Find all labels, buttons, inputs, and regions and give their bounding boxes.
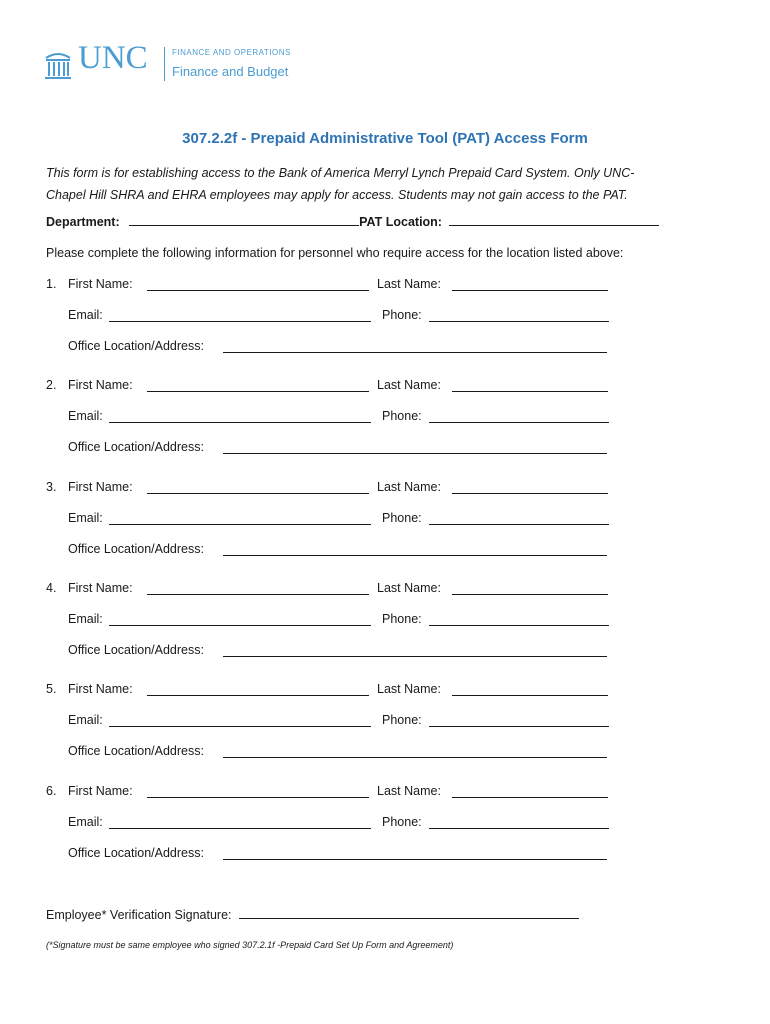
person-entry <box>46 581 626 671</box>
phone-field[interactable] <box>429 713 609 727</box>
email-field[interactable] <box>109 612 371 626</box>
first-name-field[interactable] <box>147 480 369 494</box>
phone-label: Phone: <box>382 308 422 322</box>
pat-location-label: PAT Location: <box>359 215 442 229</box>
last-name-label: Last Name: <box>377 581 441 595</box>
instructions: Please complete the following information for personnel who require access for the location listed above: <box>46 246 624 260</box>
last-name-label: Last Name: <box>377 784 441 798</box>
old-well-icon <box>44 50 72 80</box>
signature-label: Employee* Verification Signature: <box>46 908 232 922</box>
department-row <box>46 213 659 229</box>
first-name-field[interactable] <box>147 682 369 696</box>
last-name-field[interactable] <box>452 378 608 392</box>
last-name-label: Last Name: <box>377 480 441 494</box>
phone-field[interactable] <box>429 511 609 525</box>
entry-number: 4. <box>46 581 57 595</box>
signature-field[interactable] <box>239 906 579 919</box>
office-label: Office Location/Address: <box>68 542 204 556</box>
intro-line-2: Chapel Hill SHRA and EHRA employees may apply for access. Students may not gain access to the PAT. <box>46 188 628 202</box>
office-row <box>46 542 626 558</box>
first-name-label: First Name: <box>68 682 133 696</box>
contact-row <box>46 612 626 628</box>
first-name-label: First Name: <box>68 277 133 291</box>
entry-number: 6. <box>46 784 57 798</box>
first-name-label: First Name: <box>68 784 133 798</box>
phone-field[interactable] <box>429 612 609 626</box>
first-name-label: First Name: <box>68 581 133 595</box>
entry-number: 2. <box>46 378 57 392</box>
form-title: 307.2.2f - Prepaid Administrative Tool (PAT) Access Form <box>182 130 588 147</box>
phone-label: Phone: <box>382 511 422 525</box>
office-row <box>46 846 626 862</box>
phone-label: Phone: <box>382 815 422 829</box>
contact-row <box>46 713 626 729</box>
org-name: Finance and Budget <box>172 64 289 79</box>
first-name-field[interactable] <box>147 581 369 595</box>
email-field[interactable] <box>109 409 371 423</box>
office-field[interactable] <box>223 542 607 556</box>
contact-row <box>46 308 626 324</box>
office-row <box>46 643 626 659</box>
phone-label: Phone: <box>382 713 422 727</box>
name-row <box>46 682 626 698</box>
email-label: Email: <box>68 713 103 727</box>
office-row <box>46 339 626 355</box>
contact-row <box>46 815 626 831</box>
office-field[interactable] <box>223 643 607 657</box>
phone-field[interactable] <box>429 308 609 322</box>
office-field[interactable] <box>223 339 607 353</box>
office-row <box>46 744 626 760</box>
intro-text <box>46 162 726 206</box>
signature-footnote: (*Signature must be same employee who signed 307.2.1f -Prepaid Card Set Up Form and Agreement) <box>46 940 454 950</box>
first-name-field[interactable] <box>147 277 369 291</box>
logo-text: UNC <box>78 40 148 76</box>
phone-field[interactable] <box>429 409 609 423</box>
email-label: Email: <box>68 308 103 322</box>
name-row <box>46 784 626 800</box>
email-field[interactable] <box>109 815 371 829</box>
org-small-label: FINANCE AND OPERATIONS <box>172 48 291 57</box>
name-row <box>46 581 626 597</box>
person-entry <box>46 378 626 468</box>
name-row <box>46 378 626 394</box>
office-label: Office Location/Address: <box>68 440 204 454</box>
pat-location-field[interactable] <box>449 213 659 226</box>
phone-label: Phone: <box>382 409 422 423</box>
unc-logo <box>44 40 304 84</box>
name-row <box>46 277 626 293</box>
email-label: Email: <box>68 511 103 525</box>
last-name-label: Last Name: <box>377 277 441 291</box>
email-field[interactable] <box>109 308 371 322</box>
contact-row <box>46 409 626 425</box>
last-name-field[interactable] <box>452 784 608 798</box>
email-label: Email: <box>68 409 103 423</box>
office-field[interactable] <box>223 440 607 454</box>
office-label: Office Location/Address: <box>68 744 204 758</box>
office-label: Office Location/Address: <box>68 339 204 353</box>
entry-number: 1. <box>46 277 57 291</box>
person-entry <box>46 277 626 367</box>
phone-label: Phone: <box>382 612 422 626</box>
last-name-field[interactable] <box>452 480 608 494</box>
office-field[interactable] <box>223 744 607 758</box>
office-label: Office Location/Address: <box>68 643 204 657</box>
intro-line-1: This form is for establishing access to the Bank of America Merryl Lynch Prepaid Card System. Only UNC- <box>46 166 635 180</box>
last-name-field[interactable] <box>452 682 608 696</box>
last-name-label: Last Name: <box>377 682 441 696</box>
first-name-field[interactable] <box>147 378 369 392</box>
person-entry <box>46 784 626 874</box>
department-label: Department: <box>46 215 120 229</box>
entry-number: 5. <box>46 682 57 696</box>
first-name-label: First Name: <box>68 480 133 494</box>
office-label: Office Location/Address: <box>68 846 204 860</box>
logo-divider <box>164 47 165 81</box>
person-entry <box>46 682 626 772</box>
email-field[interactable] <box>109 713 371 727</box>
department-field[interactable] <box>129 213 359 226</box>
email-label: Email: <box>68 612 103 626</box>
first-name-label: First Name: <box>68 378 133 392</box>
office-field[interactable] <box>223 846 607 860</box>
phone-field[interactable] <box>429 815 609 829</box>
email-label: Email: <box>68 815 103 829</box>
name-row <box>46 480 626 496</box>
last-name-field[interactable] <box>452 277 608 291</box>
entry-number: 3. <box>46 480 57 494</box>
last-name-label: Last Name: <box>377 378 441 392</box>
email-field[interactable] <box>109 511 371 525</box>
person-entry <box>46 480 626 570</box>
signature-row <box>46 906 579 922</box>
first-name-field[interactable] <box>147 784 369 798</box>
last-name-field[interactable] <box>452 581 608 595</box>
contact-row <box>46 511 626 527</box>
office-row <box>46 440 626 456</box>
